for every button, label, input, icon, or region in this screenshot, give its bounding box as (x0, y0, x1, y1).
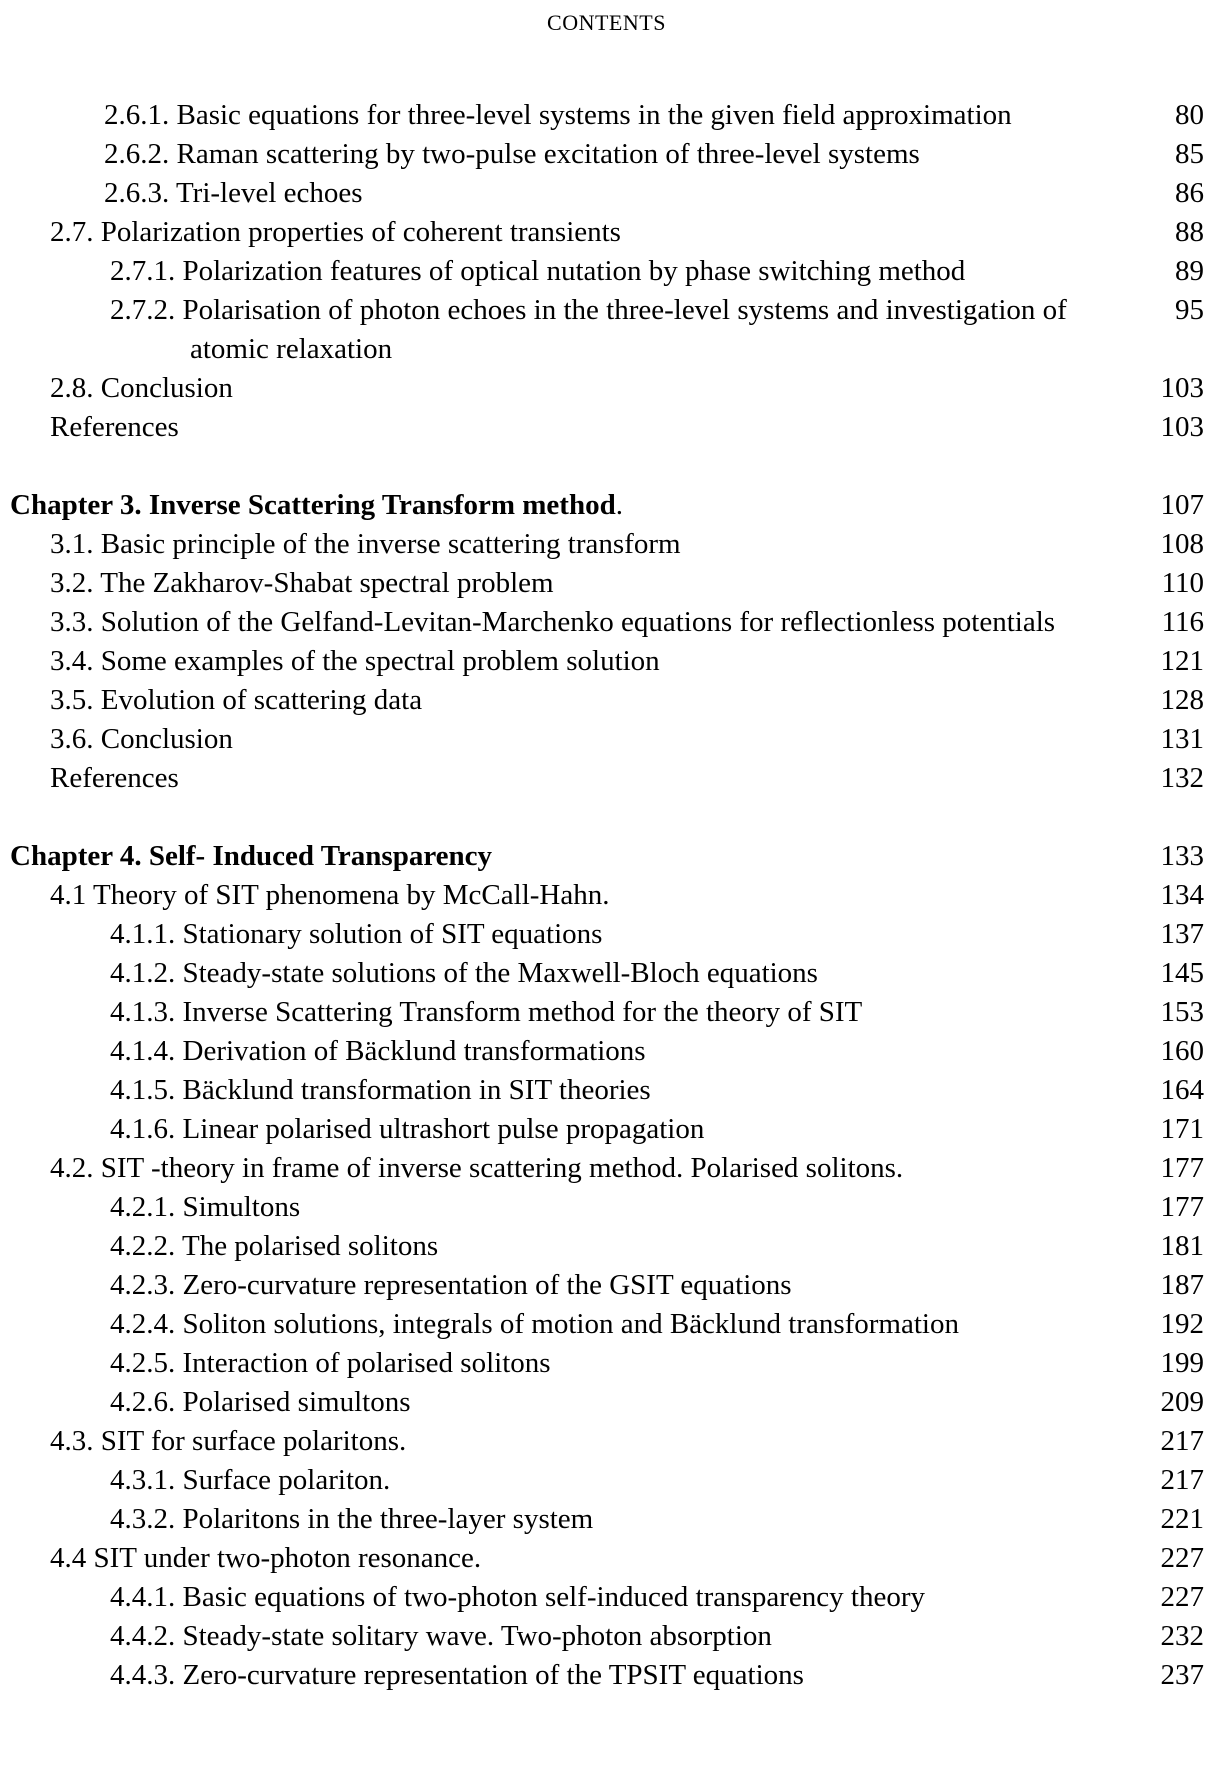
toc-entry-2-6-2 (0, 135, 1213, 174)
toc-entry-4-2-1 (0, 1188, 1213, 1227)
toc-entry-title: References (50, 762, 179, 794)
toc-entry-4-4 (0, 1539, 1213, 1578)
toc-entry-title: 2.7.2. Polarisation of photon echoes in the three-level systems and investigation of atomic relaxation (110, 294, 1075, 365)
toc-entry-4-2 (0, 1149, 1213, 1188)
toc-entry-page: 134 (1160, 879, 1204, 911)
toc-entry-title: 2.7. Polarization properties of coherent transients (50, 216, 621, 248)
toc-entry-page: 187 (1160, 1269, 1204, 1301)
toc-entry-page: 177 (1160, 1152, 1204, 1184)
toc-entry-page: 192 (1160, 1308, 1204, 1340)
toc-entry-page: 89 (1175, 255, 1204, 287)
toc-entry-page: 131 (1160, 723, 1204, 755)
toc-entry-4-4-1 (0, 1578, 1213, 1617)
toc-entry-3-1 (0, 525, 1213, 564)
toc-entry-page: 137 (1160, 918, 1204, 950)
toc-entry-page: 88 (1175, 216, 1204, 248)
running-head: CONTENTS (547, 10, 666, 35)
toc-entry-page: 128 (1160, 684, 1204, 716)
toc-entry-page: 227 (1160, 1581, 1204, 1613)
toc-entry-3-2 (0, 564, 1213, 603)
toc-entry-page: 116 (1161, 606, 1204, 638)
toc-entry-4-4-2 (0, 1617, 1213, 1656)
toc-entry-3-6 (0, 720, 1213, 759)
toc-entry-title: 3.2. The Zakharov-Shabat spectral problem (50, 567, 554, 599)
toc-entry-title: 4.2.2. The polarised solitons (110, 1230, 439, 1262)
toc-chapter-4 (0, 837, 1213, 876)
toc-entry-2-6-3 (0, 174, 1213, 213)
toc-entry-2-7-2 (0, 291, 1213, 369)
toc-entry-page: 199 (1160, 1347, 1204, 1379)
toc-entry-4-1-1 (0, 915, 1213, 954)
toc-chapter-title: Chapter 4. Self- Induced Transparency (10, 840, 493, 872)
toc-entry-page: 160 (1160, 1035, 1204, 1067)
toc-entry-title: 3.3. Solution of the Gelfand-Levitan-Marchenko equations for reflectionless potentials (50, 606, 1056, 638)
toc-entry-page: 181 (1160, 1230, 1204, 1262)
toc-entry-title: 4.1.3. Inverse Scattering Transform method for the theory of SIT (110, 996, 863, 1028)
toc-entry-3-5 (0, 681, 1213, 720)
toc-entry-title: 4.1.6. Linear polarised ultrashort pulse propagation (110, 1113, 705, 1145)
toc-entry-4-1-3 (0, 993, 1213, 1032)
toc-entry-3-3 (0, 603, 1213, 642)
toc-entry-4-1-5 (0, 1071, 1213, 1110)
toc-entry-title: 4.1.1. Stationary solution of SIT equations (110, 918, 603, 950)
toc-entry-page: 145 (1160, 957, 1204, 989)
toc-chapter-title: Chapter 3. Inverse Scattering Transform method (10, 489, 616, 521)
table-of-contents (0, 96, 1213, 1695)
toc-entry-title: 4.3.2. Polaritons in the three-layer system (110, 1503, 594, 1535)
toc-entry-title: 3.6. Conclusion (50, 723, 233, 755)
toc-entry-title: 4.1.2. Steady-state solutions of the Maxwell-Bloch equations (110, 957, 818, 989)
toc-entry-4-4-3 (0, 1656, 1213, 1695)
toc-entry-4-2-5 (0, 1344, 1213, 1383)
toc-entry-title: 4.4.1. Basic equations of two-photon self-induced transparency theory (110, 1581, 926, 1613)
toc-entry-page: 227 (1160, 1542, 1204, 1574)
toc-entry-title: 3.1. Basic principle of the inverse scattering transform (50, 528, 681, 560)
toc-entry-title: 4.2.4. Soliton solutions, integrals of motion and Bäcklund transformation (110, 1308, 959, 1340)
toc-entry-page: 108 (1160, 528, 1204, 560)
toc-entry-4-2-6 (0, 1383, 1213, 1422)
toc-entry-2-6-1 (0, 96, 1213, 135)
toc-entry-title: 4.4 SIT under two-photon resonance. (50, 1542, 482, 1574)
toc-entry-2-7-1 (0, 252, 1213, 291)
toc-entry-page: 86 (1175, 177, 1204, 209)
toc-entry-4-2-2 (0, 1227, 1213, 1266)
toc-entry-title: 4.4.2. Steady-state solitary wave. Two-photon absorption (110, 1620, 772, 1652)
toc-entry-page: 217 (1160, 1464, 1204, 1496)
toc-entry-4-1-2 (0, 954, 1213, 993)
toc-entry-title: References (50, 411, 179, 443)
toc-entry-title: 4.2.1. Simultons (110, 1191, 301, 1223)
toc-entry-page: 85 (1175, 138, 1204, 170)
spacer (0, 447, 1213, 486)
toc-entry-title: 2.6.3. Tri-level echoes (104, 177, 363, 209)
toc-chapter-title-wrap (0, 486, 1114, 525)
toc-entry-page: 171 (1160, 1113, 1204, 1145)
toc-entry-page: 221 (1160, 1503, 1204, 1535)
toc-entry-4-3-2 (0, 1500, 1213, 1539)
toc-entry-references (0, 759, 1213, 798)
toc-entry-page: 177 (1160, 1191, 1204, 1223)
toc-entry-title: 2.6.2. Raman scattering by two-pulse excitation of three-level systems (104, 138, 920, 170)
toc-entry-2-7 (0, 213, 1213, 252)
toc-entry-4-1-6 (0, 1110, 1213, 1149)
toc-entry-2-8 (0, 369, 1213, 408)
toc-entry-title: 4.2. SIT -theory in frame of inverse scattering method. Polarised solitons. (50, 1152, 904, 1184)
toc-entry-page: 110 (1161, 567, 1204, 599)
toc-entry-title: 4.1 Theory of SIT phenomena by McCall-Hahn. (50, 879, 610, 911)
toc-entry-title: 4.1.4. Derivation of Bäcklund transformations (110, 1035, 646, 1067)
toc-entry-title: 4.2.6. Polarised simultons (110, 1386, 411, 1418)
toc-entry-title: 3.4. Some examples of the spectral problem solution (50, 645, 660, 677)
toc-entry-4-1-4 (0, 1032, 1213, 1071)
toc-entry-4-2-3 (0, 1266, 1213, 1305)
toc-entry-page: 153 (1160, 996, 1204, 1028)
toc-chapter-page: 133 (1160, 840, 1204, 872)
toc-entry-title: 4.2.5. Interaction of polarised solitons (110, 1347, 551, 1379)
toc-entry-references (0, 408, 1213, 447)
toc-entry-page: 217 (1160, 1425, 1204, 1457)
toc-entry-page: 132 (1160, 762, 1204, 794)
toc-chapter-3 (0, 486, 1213, 525)
toc-entry-title: 4.3.1. Surface polariton. (110, 1464, 391, 1496)
toc-entry-page: 237 (1160, 1659, 1204, 1691)
spacer (0, 798, 1213, 837)
toc-entry-title: 2.7.1. Polarization features of optical nutation by phase switching method (110, 255, 966, 287)
toc-entry-page: 121 (1160, 645, 1204, 677)
toc-entry-4-1 (0, 876, 1213, 915)
toc-entry-title: 4.3. SIT for surface polaritons. (50, 1425, 407, 1457)
toc-entry-page: 103 (1160, 372, 1204, 404)
toc-chapter-title-tail: . (615, 489, 623, 521)
toc-entry-title: 2.8. Conclusion (50, 372, 233, 404)
toc-entry-title: 4.2.3. Zero-curvature representation of the GSIT equations (110, 1269, 792, 1301)
toc-entry-title: 4.4.3. Zero-curvature representation of the TPSIT equations (110, 1659, 804, 1691)
toc-entry-title: 4.1.5. Bäcklund transformation in SIT theories (110, 1074, 651, 1106)
toc-entry-4-2-4 (0, 1305, 1213, 1344)
toc-entry-page: 95 (1175, 294, 1204, 326)
toc-chapter-page: 107 (1160, 489, 1204, 521)
toc-entry-4-3-1 (0, 1461, 1213, 1500)
toc-entry-title: 3.5. Evolution of scattering data (50, 684, 423, 716)
toc-entry-3-4 (0, 642, 1213, 681)
toc-entry-page: 164 (1160, 1074, 1204, 1106)
toc-entry-page: 103 (1160, 411, 1204, 443)
toc-entry-page: 80 (1175, 99, 1204, 131)
toc-entry-4-3 (0, 1422, 1213, 1461)
toc-entry-page: 232 (1160, 1620, 1204, 1652)
toc-entry-title: 2.6.1. Basic equations for three-level systems in the given field approximation (104, 99, 1012, 131)
toc-entry-page: 209 (1160, 1386, 1204, 1418)
